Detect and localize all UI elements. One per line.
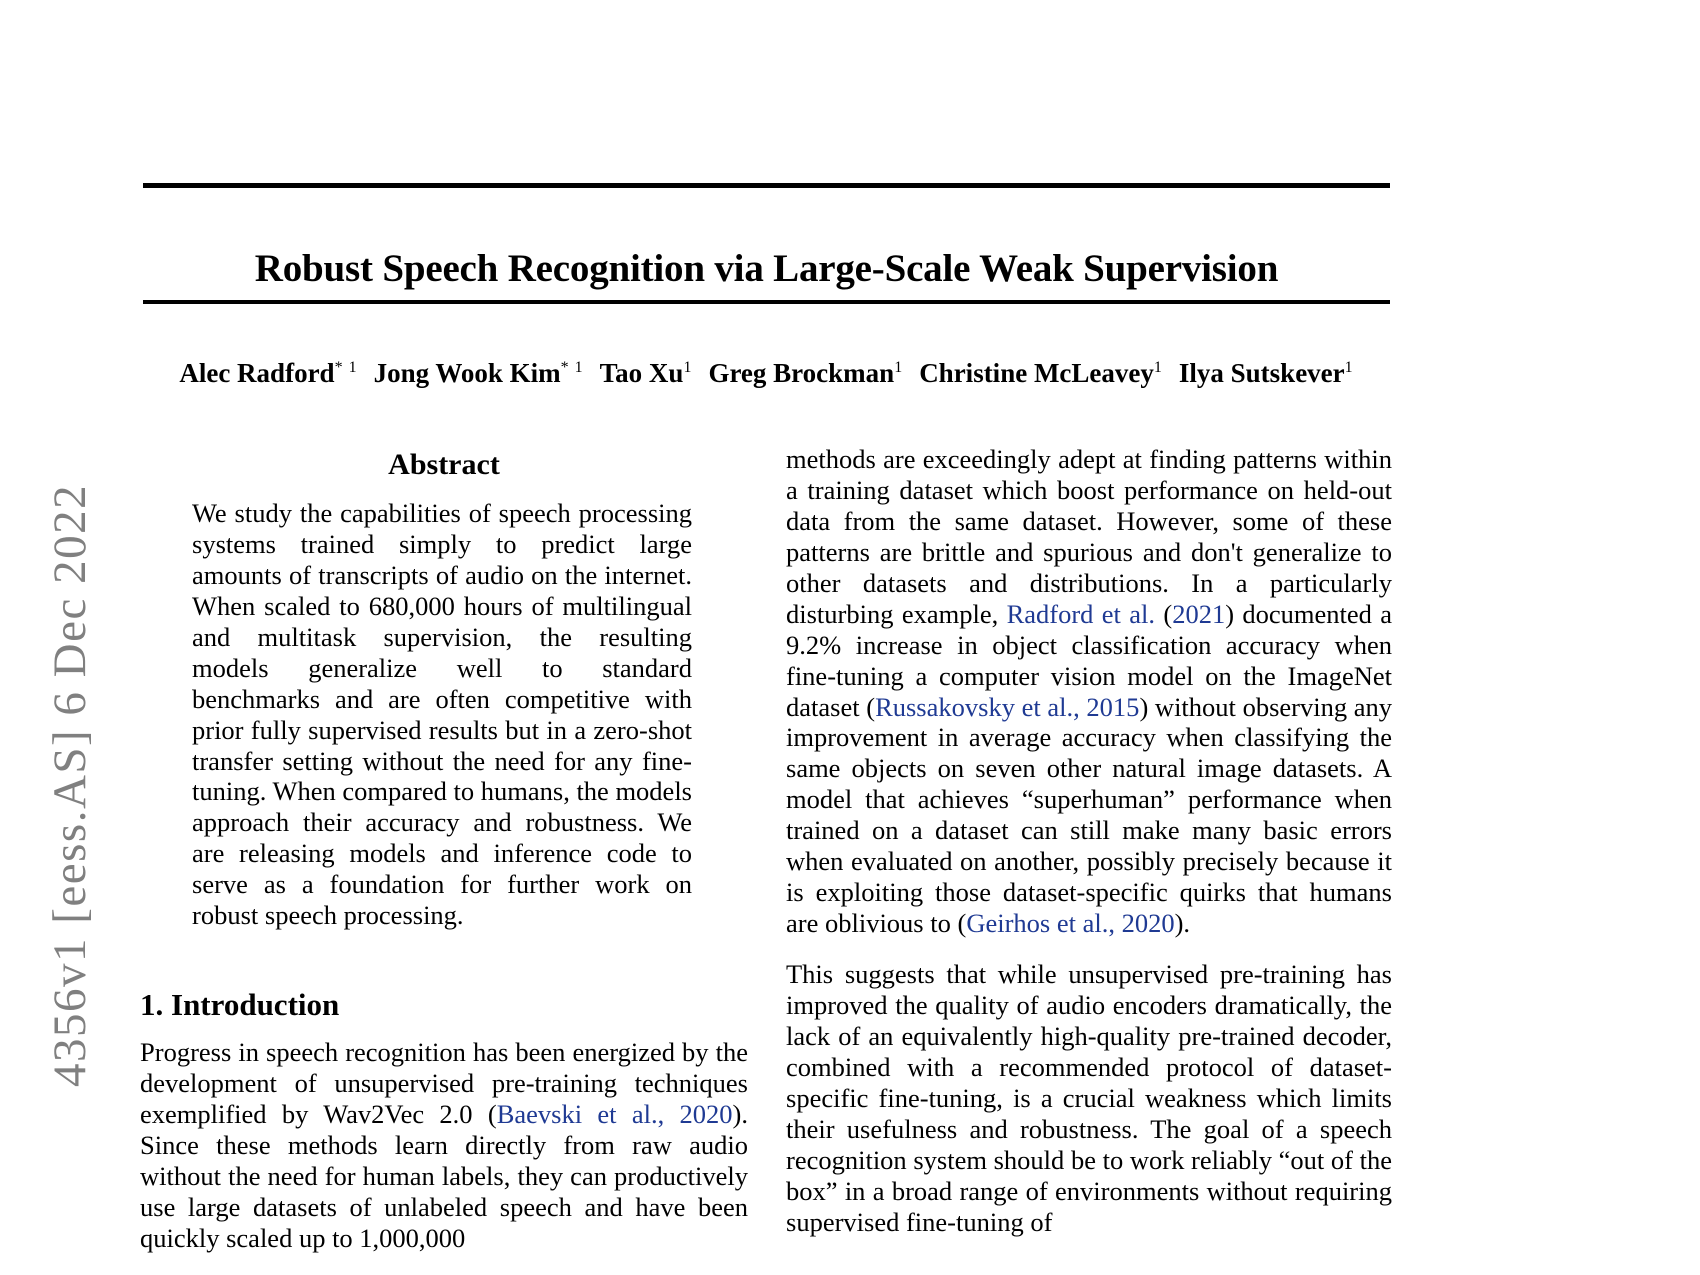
- author-4: [708, 358, 903, 388]
- author-3: [600, 358, 693, 388]
- author-affiliation-mark: 1: [1344, 359, 1354, 376]
- citation-radford-year[interactable]: 2021: [1172, 598, 1226, 629]
- section-heading-introduction: 1. Introduction: [140, 987, 340, 1023]
- title-rule-bottom: [143, 300, 1390, 304]
- author-1: [179, 358, 357, 388]
- author-name: Christine McLeavey: [919, 358, 1154, 388]
- author-affiliation-mark: * 1: [334, 359, 358, 376]
- right-text-part-5: ).: [1174, 908, 1191, 939]
- right-paragraph-1: [786, 444, 1392, 939]
- arxiv-identifier-stamp: 4356v1 [eess.AS] 6 Dec 2022: [44, 483, 96, 1087]
- title-rule-top: [143, 183, 1390, 188]
- author-name: Ilya Sutskever: [1178, 358, 1345, 388]
- author-name: Alec Radford: [179, 358, 335, 388]
- author-affiliation-mark: * 1: [560, 359, 584, 376]
- left-column: [140, 444, 748, 1275]
- right-text-part-1: methods are exceedingly adept at finding patterns within a training dataset which boost performance on held-out data from the same dataset. However, some of these patterns are brittle and spurious and don't generalize to other datasets and distributions. In a particularly disturbing example,: [786, 444, 1392, 629]
- intro-text-part-2: ). Since these methods learn directly from raw audio without the need for human labels, they can productively use large datasets of unlabeled speech and have been quickly scaled up to 1,000,000: [140, 1099, 748, 1253]
- author-affiliation-mark: 1: [894, 359, 904, 376]
- author-5: [919, 358, 1163, 388]
- author-6: [1179, 358, 1354, 388]
- author-affiliation-mark: 1: [683, 359, 693, 376]
- citation-russakovsky-2015[interactable]: Russakovsky et al., 2015: [875, 691, 1140, 722]
- author-list: [143, 358, 1390, 389]
- right-text-part-3: ) documented a 9.2% increase in object classification accuracy when fine-tuning a computer vision model on the ImageNet dataset (: [786, 598, 1392, 722]
- citation-radford-authors[interactable]: Radford et al.: [1006, 598, 1155, 629]
- author-name: Tao Xu: [599, 358, 684, 388]
- abstract-body: We study the capabilities of speech processing systems trained simply to predict large amounts of transcripts of audio on the internet. When scaled to 680,000 hours of multilingual and multitask supervision, the resulting models generalize well to standard benchmarks and are often competitive with prior fully supervised results but in a zero-shot transfer setting without the need for any fine-tuning. When compared to humans, the models approach their accuracy and robustness. We are releasing models and inference code to serve as a foundation for further work on robust speech processing.: [192, 498, 692, 931]
- author-name: Greg Brockman: [708, 358, 895, 388]
- right-text-part-4: ) without observing any improvement in average accuracy when classifying the same objects on seven other natural image datasets. A model that achieves “superhuman” performance when trained on a dataset can still make many basic errors when evaluated on another, possibly precisely because it is exploiting those dataset-specific quirks that humans are oblivious to (: [786, 691, 1392, 939]
- citation-geirhos-2020[interactable]: Geirhos et al., 2020: [966, 908, 1175, 939]
- introduction-paragraph-1: [140, 1037, 748, 1254]
- right-text-part-2: (: [1155, 598, 1173, 629]
- author-affiliation-mark: 1: [1153, 359, 1163, 376]
- author-2: [374, 358, 584, 388]
- abstract-heading: Abstract: [388, 448, 500, 481]
- right-paragraph-2: This suggests that while unsupervised pre-training has improved the quality of audio encoders dramatically, the lack of an equivalently high-quality pre-trained decoder, combined with a recommended protocol of dataset-specific fine-tuning, is a crucial weakness which limits their usefulness and robustness. The goal of a speech recognition system should be to work reliably “out of the box” in a broad range of environments without requiring supervised fine-tuning of: [786, 959, 1392, 1237]
- right-column: [786, 444, 1392, 1275]
- author-name: Jong Wook Kim: [373, 358, 561, 388]
- citation-baevski-2020[interactable]: Baevski et al., 2020: [496, 1099, 733, 1129]
- page-title: Robust Speech Recognition via Large-Scale Weak Supervision: [254, 247, 1279, 291]
- intro-text-part-1: Progress in speech recognition has been energized by the development of unsupervised pre-training techniques exemplified by Wav2Vec 2.0 (: [140, 1037, 748, 1129]
